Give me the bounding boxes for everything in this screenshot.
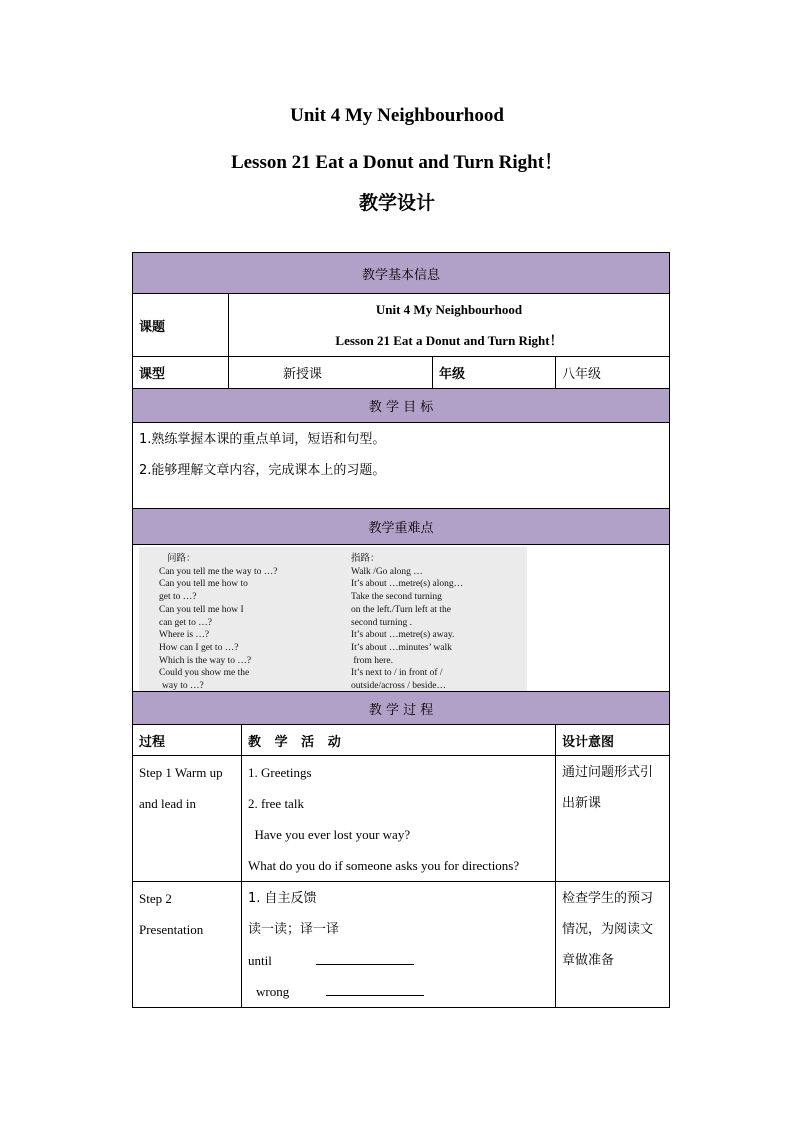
asking-way-list [159,553,277,693]
step2-activity: 1. 自主反馈 [248,891,317,906]
step2-activity: 读一读；译一译 [248,922,340,937]
topic-value [229,294,670,357]
asking-phrase: Could you show me the [159,668,250,679]
step1-intent-line: 出新课 [562,796,602,811]
col-activity: 教 学 活 动 [242,725,556,756]
step1-intent [556,756,670,882]
step2-intent-line: 检查学生的预习 [562,891,654,906]
direction-phrase: on the left./Turn left at the [351,604,451,615]
step1-activity: 2. free talk [248,796,304,811]
basic-info-header: 教学基本信息 [133,253,670,294]
step2-intent [556,882,670,1008]
vocab-word: until [248,953,272,968]
lesson-title: Lesson 21 Eat a Donut and Turn Right！ [230,152,564,173]
step1-activity: 1. Greetings [248,765,312,780]
asking-phrase: Can you tell me how I [159,604,244,615]
vocab-word: wrong [256,984,290,999]
design-title: 教学设计 [358,192,435,214]
col-process: 过程 [133,725,242,756]
goal-item: 2.能够理解文章内容，完成课本上的习题。 [139,463,386,478]
goal-item: 1.熟练掌握本课的重点单词，短语和句型。 [139,432,386,447]
key-points-header: 教学重难点 [133,509,670,545]
lesson-plan-table [132,252,670,1008]
direction-phrase: Walk /Go along … [351,566,423,577]
asking-phrase: way to …? [162,681,204,692]
step1-name-line: Step 1 Warm up [139,765,223,780]
step1-activity: Have you ever lost your way? [248,827,411,842]
direction-phrase: outside/across / beside… [351,681,446,692]
goals-header: 教 学 目 标 [133,389,670,423]
topic-unit: Unit 4 My Neighbourhood [375,302,523,317]
step1-activities [242,756,556,882]
step1-activity: What do you do if someone asks you for directions? [248,858,520,873]
direction-phrase: second turning . [351,617,412,628]
type-label: 课型 [133,357,229,389]
step2-activities [242,882,556,1008]
asking-phrase: How can I get to …? [159,642,239,653]
process-header: 教 学 过 程 [133,692,670,725]
step1-name [133,756,242,882]
direction-phrases-image [139,547,527,691]
vocab-row-wrong [248,976,555,1007]
direction-phrase: It’s about …metre(s) away. [351,630,455,641]
grade-value: 八年级 [556,357,670,389]
goals-list [133,423,670,509]
asking-phrase: Where is …? [159,630,210,641]
topic-label: 课题 [133,294,229,357]
direction-phrase: from here. [351,655,393,666]
step1-intent-line: 通过问题形式引 [562,765,654,780]
step2-name-line: Presentation [139,922,204,937]
direction-phrase: It’s about …minutes’ walk [351,642,452,653]
answer-blank[interactable] [316,952,414,965]
asking-phrase: can get to …? [159,617,213,628]
col-intent: 设计意图 [556,725,670,756]
answer-blank[interactable] [326,983,424,996]
grade-label: 年级 [433,357,556,389]
step2-name [133,882,242,1008]
step2-intent-line: 情况，为阅读文 [562,922,654,937]
key-points-cell [133,545,670,692]
unit-title: Unit 4 My Neighbourhood [290,105,504,126]
direction-phrase: Take the second turning [351,592,442,603]
step2-intent-line: 章做准备 [562,953,615,968]
vocab-row-until [248,945,555,976]
step2-name-line: Step 2 [139,891,172,906]
giving-directions-list [351,553,463,693]
asking-phrase: Can you tell me how to [159,579,248,590]
type-value: 新授课 [229,357,433,389]
asking-title: 问路： [167,553,196,564]
asking-phrase: get to …? [159,592,197,603]
asking-phrase: Can you tell me the way to …? [159,566,278,577]
asking-phrase: Which is the way to …? [159,655,252,666]
directions-title: 指路： [351,553,380,564]
direction-phrase: It’s about …metre(s) along… [351,579,464,590]
topic-lesson: Lesson 21 Eat a Donut and Turn Right！ [335,333,563,348]
direction-phrase: It’s next to / in front of / [351,668,443,679]
step1-name-line: and lead in [139,796,197,811]
